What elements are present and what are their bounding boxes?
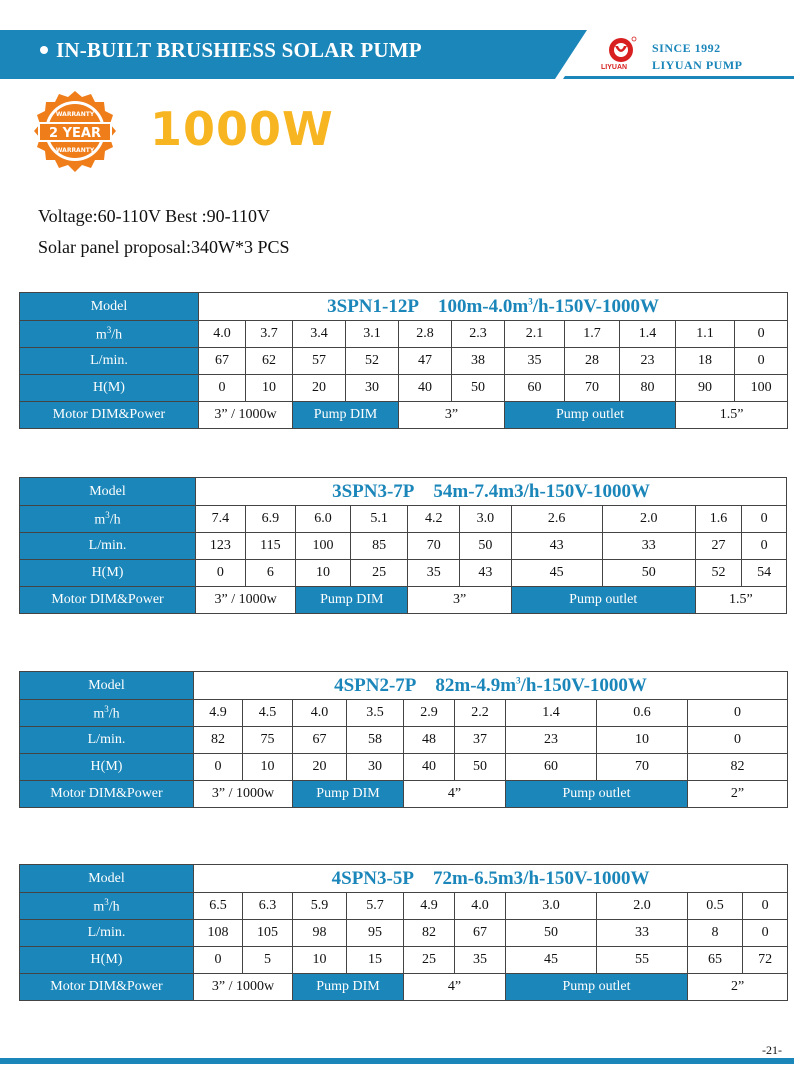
table-cell: 20 [293,754,347,781]
table-cell: 52 [695,560,742,587]
table-row-model [20,865,788,893]
table-cell: 108 [194,920,243,947]
table-cell: 6.3 [243,893,293,920]
table-cell: 10 [597,727,688,754]
table-cell: 28 [565,348,620,375]
table-cell: 5.7 [347,893,404,920]
table-cell: 4.5 [243,700,293,727]
model-label: Model [20,865,194,893]
table-row-lmin [20,348,788,375]
table-cell: 10 [296,560,351,587]
table-cell: 0 [735,321,788,348]
brand-text [652,40,743,74]
table-cell: 0 [742,506,787,533]
table-cell: 70 [565,375,620,402]
model-desc: 54m-7.4m3/h-150V-1000W [433,480,650,502]
warranty-badge-icon [32,90,118,176]
badge-bottom-text: WARRANTY [55,147,95,154]
table-cell: 5.1 [350,506,408,533]
table-row-hm [20,754,788,781]
bullet-icon [40,46,48,54]
table-cell: 0 [743,920,788,947]
table-cell: 4.0 [293,700,347,727]
pump-dim-label: Pump DIM [293,974,404,1001]
motor-label: Motor DIM&Power [20,402,199,429]
pump-dim-value: 4” [404,974,506,1001]
table-cell: 40 [399,375,452,402]
model-label: Model [20,293,199,321]
pump-table-3spn1-12p [19,292,788,429]
table-cell: 5 [243,947,293,974]
table-cell: 67 [455,920,506,947]
table-cell: 0 [735,348,788,375]
table-cell: 55 [597,947,688,974]
table-cell: 2.9 [404,700,455,727]
table-cell: 2.2 [455,700,506,727]
table-cell: 3.5 [347,700,404,727]
table-row-m3h [20,506,787,533]
table-cell: 1.4 [620,321,676,348]
table-cell: 4.0 [455,893,506,920]
model-name: 4SPN2-7P [334,674,417,696]
table-cell: 40 [404,754,455,781]
table-cell: 1.1 [676,321,735,348]
table-row-motor [20,781,788,808]
model-desc: 82m-4.9m [435,674,517,696]
power-rating: 1000W [150,102,334,156]
pump-table-3spn3-7p [19,477,787,614]
m3h-label: $m^3/h$ [20,506,196,533]
table-cell: 25 [350,560,408,587]
table-cell: 33 [597,920,688,947]
model-name: 3SPN1-12P [327,295,419,317]
pump-dim-value: 3” [399,402,505,429]
table-cell: 95 [347,920,404,947]
table-cell: 100 [735,375,788,402]
table-row-hm [20,560,787,587]
motor-label: Motor DIM&Power [20,974,194,1001]
table-cell: 37 [455,727,506,754]
table-cell: 3.1 [346,321,399,348]
table-cell: 18 [676,348,735,375]
table-cell: 58 [347,727,404,754]
table-cell: 35 [505,348,565,375]
voltage-spec: Voltage:60-110V Best :90-110V [38,206,270,226]
table-cell: 33 [602,533,695,560]
table-cell: 7.4 [196,506,246,533]
table-row-model [20,672,788,700]
model-value [199,293,788,321]
table-cell: 72 [743,947,788,974]
table-cell: 67 [293,727,347,754]
table-cell: 43 [460,560,512,587]
table-cell: 3.0 [506,893,597,920]
table-cell: 50 [506,920,597,947]
table-cell: 6.5 [194,893,243,920]
table-cell: 82 [688,754,788,781]
hm-label: H(M) [20,754,194,781]
page-title [40,38,422,63]
table-cell: 4.9 [194,700,243,727]
table-cell: 15 [347,947,404,974]
model-desc-tail: /h-150V-1000W [520,674,647,696]
pump-outlet-label: Pump outlet [506,974,688,1001]
hm-label: H(M) [20,947,194,974]
table-cell: 0 [688,727,788,754]
table-row-hm [20,375,788,402]
motor-value: 3” / 1000w [196,587,296,614]
pump-outlet-value: 2” [688,781,788,808]
table-row-lmin [20,533,787,560]
pump-outlet-value: 1.5” [695,587,786,614]
model-desc-sup: 3 [528,296,533,307]
table-cell: 50 [452,375,505,402]
table-row-m3h [20,321,788,348]
model-value [194,672,788,700]
table-cell: 4.2 [408,506,460,533]
table-cell: 3.4 [293,321,346,348]
table-cell: 20 [293,375,346,402]
table-cell: 0.6 [597,700,688,727]
table-cell: 43 [511,533,602,560]
table-cell: 1.4 [506,700,597,727]
table-cell: 47 [399,348,452,375]
table-cell: 0 [194,754,243,781]
table-cell: 0 [194,947,243,974]
table-cell: 6.9 [245,506,296,533]
table-row-model [20,478,787,506]
pump-dim-label: Pump DIM [293,402,399,429]
table-cell: 35 [408,560,460,587]
pump-outlet-label: Pump outlet [505,402,676,429]
table-cell: 10 [243,754,293,781]
table-row-motor [20,974,788,1001]
table-cell: 57 [293,348,346,375]
motor-label: Motor DIM&Power [20,781,194,808]
pump-table-4spn3-5p [19,864,788,1001]
table-cell: 2.1 [505,321,565,348]
table-row-hm [20,947,788,974]
model-name: 4SPN3-5P [331,867,414,889]
table-cell: 45 [506,947,597,974]
table-cell: 23 [506,727,597,754]
table-cell: 90 [676,375,735,402]
table-cell: 80 [620,375,676,402]
table-cell: 0 [688,700,788,727]
table-cell: 67 [199,348,246,375]
table-cell: 38 [452,348,505,375]
table-cell: 123 [196,533,246,560]
model-label: Model [20,672,194,700]
table-cell: 54 [742,560,787,587]
table-cell: 60 [505,375,565,402]
lmin-label: L/min. [20,727,194,754]
table-cell: 100 [296,533,351,560]
table-cell: 10 [293,947,347,974]
hm-label: H(M) [20,375,199,402]
table-cell: 75 [243,727,293,754]
table-cell: 3.7 [246,321,293,348]
model-name: 3SPN3-7P [332,480,415,502]
model-desc-tail: /h-150V-1000W [532,295,659,317]
lmin-label: L/min. [20,533,196,560]
pump-outlet-label: Pump outlet [506,781,688,808]
pump-outlet-label: Pump outlet [511,587,695,614]
model-desc: 100m-4.0m [437,295,529,317]
table-cell: 2.8 [399,321,452,348]
badge-top-text: WARRANTY [55,111,95,118]
page-number: -21- [762,1043,782,1057]
model-desc-sup: 3 [516,675,521,686]
pump-table-4spn2-7p [19,671,788,808]
table-row-lmin [20,920,788,947]
m3h-label: $m^3/h$ [20,321,199,348]
model-value [194,865,788,893]
table-cell: 2.3 [452,321,505,348]
table-cell: 10 [246,375,293,402]
header-divider [0,76,794,79]
table-cell: 1.7 [565,321,620,348]
table-cell: 0 [199,375,246,402]
table-cell: 0 [196,560,246,587]
table-cell: 45 [511,560,602,587]
table-cell: 4.9 [404,893,455,920]
table-cell: 4.0 [199,321,246,348]
model-value [196,478,787,506]
lmin-label: L/min. [20,920,194,947]
table-cell: 0 [742,533,787,560]
table-cell: 82 [404,920,455,947]
logo-text: LIYUAN [601,64,628,71]
pump-dim-label: Pump DIM [296,587,408,614]
table-row-m3h [20,700,788,727]
table-row-lmin [20,727,788,754]
table-cell: 25 [404,947,455,974]
table-cell: 98 [293,920,347,947]
pump-outlet-value: 2” [688,974,788,1001]
model-desc: 72m-6.5m3/h-150V-1000W [432,867,650,889]
table-cell: 48 [404,727,455,754]
table-cell: 1.6 [695,506,742,533]
page-title-text: IN-BUILT BRUSHIESS SOLAR PUMP [56,38,422,62]
motor-label: Motor DIM&Power [20,587,196,614]
table-cell: 6 [245,560,296,587]
hm-label: H(M) [20,560,196,587]
table-cell: 52 [346,348,399,375]
brand-since: SINCE 1992 [652,41,721,55]
table-cell: 30 [347,754,404,781]
table-cell: 85 [350,533,408,560]
table-cell: 82 [194,727,243,754]
model-label: Model [20,478,196,506]
motor-value: 3” / 1000w [194,781,293,808]
table-cell: 30 [346,375,399,402]
table-cell: 50 [460,533,512,560]
table-row-m3h [20,893,788,920]
motor-value: 3” / 1000w [194,974,293,1001]
table-cell: 105 [243,920,293,947]
pump-dim-value: 4” [404,781,506,808]
table-cell: 35 [455,947,506,974]
table-cell: 50 [455,754,506,781]
table-cell: 5.9 [293,893,347,920]
table-row-motor [20,587,787,614]
table-cell: 0 [743,893,788,920]
lmin-label: L/min. [20,348,199,375]
table-cell: 2.6 [511,506,602,533]
table-cell: 62 [246,348,293,375]
table-cell: 115 [245,533,296,560]
table-cell: 0.5 [688,893,743,920]
table-cell: 2.0 [602,506,695,533]
table-cell: 2.0 [597,893,688,920]
m3h-label: $m^3/h$ [20,893,194,920]
table-cell: 70 [408,533,460,560]
table-cell: 3.0 [460,506,512,533]
table-cell: 60 [506,754,597,781]
pump-dim-value: 3” [408,587,511,614]
solar-panel-spec: Solar panel proposal:340W*3 PCS [38,237,290,257]
brand-name: LIYUAN PUMP [652,58,743,72]
table-cell: 50 [602,560,695,587]
motor-value: 3” / 1000w [199,402,293,429]
table-cell: 27 [695,533,742,560]
table-cell: 6.0 [296,506,351,533]
footer-band [0,1058,794,1064]
table-cell: 23 [620,348,676,375]
table-cell: 8 [688,920,743,947]
table-cell: 65 [688,947,743,974]
pump-outlet-value: 1.5” [676,402,788,429]
table-cell: 70 [597,754,688,781]
table-row-motor [20,402,788,429]
table-row-model [20,293,788,321]
pump-dim-label: Pump DIM [293,781,404,808]
m3h-label: $m^3/h$ [20,700,194,727]
badge-main-text: 2 YEAR [49,126,101,141]
